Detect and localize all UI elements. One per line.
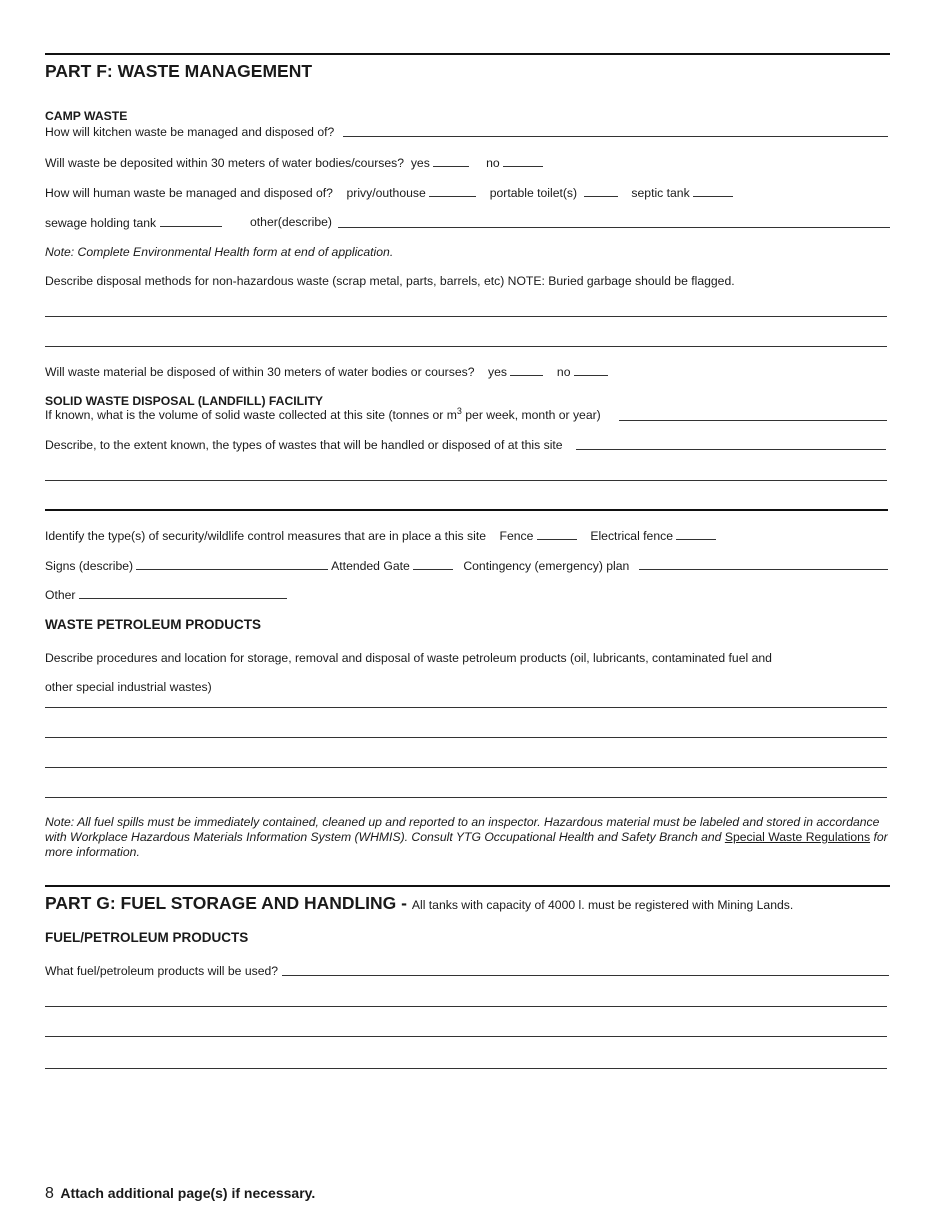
waste-types-question: Describe, to the extent known, the types of wastes that will be handled or disposed of at this site [45,438,563,452]
signs-field[interactable] [136,558,328,570]
kitchen-waste-question [45,125,334,139]
waste-types-line-2[interactable] [45,480,887,481]
fuel-products-line-2[interactable] [45,1006,887,1007]
security-measures-label: Identify the type(s) of security/wildlife control measures that are in place a this site [45,529,486,543]
material-yes-field[interactable] [510,364,543,376]
waste-petroleum-heading: WASTE PETROLEUM PRODUCTS [45,617,262,632]
fence-label: Fence [499,529,534,543]
sewage-tank-field[interactable] [160,215,222,227]
petroleum-line-4[interactable] [45,797,887,798]
security-row-2 [45,558,629,573]
volume-question [45,408,601,423]
page-footer [45,1185,315,1203]
other-security-label: Other [45,588,76,602]
attach-pages-note: Attach additional page(s) if necessary. [60,1185,316,1201]
sewage-row [45,215,222,230]
other-describe-label: other(describe) [250,215,332,229]
fuel-spill-note-end: for more information. [45,829,888,859]
fuel-products-question: What fuel/petroleum products will be used? [45,964,279,978]
non-hazardous-question: Describe disposal methods for non-hazardous waste (scrap metal, parts, barrels, etc) NOTE: Buried garbage should be flagged. [45,274,735,288]
petroleum-question-line-1: Describe procedures and location for storage, removal and disposal of waste petroleum products (oil, lubricants, contaminated fuel and [45,651,772,665]
volume-label-post: per week, month or year) [461,408,601,422]
top-rule [45,53,890,55]
petroleum-line-1[interactable] [45,707,887,708]
part-g-title: PART G: FUEL STORAGE AND HANDLING - [45,893,412,913]
part-f-title: PART F: WASTE MANAGEMENT [45,61,313,81]
part-g-tank-note: All tanks with capacity of 4000 l. must be registered with Mining Lands. [411,898,794,912]
human-waste-row [45,185,733,200]
fuel-spill-note [45,815,890,859]
electrical-fence-label: Electrical fence [590,529,673,543]
material-question-label: Will waste material be disposed of within 30 meters of water bodies or courses? [45,365,475,379]
petroleum-question-line-2: other special industrial wastes) [45,680,212,694]
environmental-health-note: Note: Complete Environmental Health form at end of application. [45,245,394,259]
kitchen-waste-label: How will kitchen waste be managed and disposed of? [45,125,335,139]
fuel-products-line-3[interactable] [45,1036,887,1037]
septic-tank-label: septic tank [631,186,690,200]
material-no-label: no [556,365,571,379]
deposit-yes-field[interactable] [433,155,469,167]
other-security-field[interactable] [79,587,287,599]
volume-field[interactable] [619,420,887,421]
security-section-rule [45,509,888,511]
deposit-no-label: no [486,156,500,170]
non-hazardous-line-2[interactable] [45,346,887,347]
attended-gate-field[interactable] [413,558,453,570]
deposit-question-label: Will waste be deposited within 30 meters of water bodies/courses? [45,156,405,170]
petroleum-line-3[interactable] [45,767,887,768]
fuel-spill-note-text: Note: All fuel spills must be immediately contained, cleaned up and reported to an inspector. Hazardous material must be labeled and stored in accordance with Workplace Hazardous Materials Information System (WHMIS). Consult YTG Occupational Health and Safety Branch and [45,815,880,844]
volume-superscript: 3 [456,406,462,416]
signs-label: Signs (describe) [45,559,134,573]
other-describe-field[interactable] [338,227,890,228]
special-waste-regulations-link[interactable]: Special Waste Regulations [724,829,871,844]
contingency-field[interactable] [639,569,888,570]
material-yes-label: yes [488,365,507,379]
material-no-field[interactable] [574,364,608,376]
part-g-rule [45,885,890,887]
part-g-title-row [45,893,793,914]
fuel-products-field[interactable] [282,975,889,976]
petroleum-line-2[interactable] [45,737,887,738]
attended-gate-label: Attended Gate [331,559,410,573]
privy-label: privy/outhouse [346,186,426,200]
page-number: 8 [45,1185,54,1202]
security-row-1 [45,528,716,543]
privy-field[interactable] [429,185,476,197]
kitchen-waste-field[interactable] [343,136,888,137]
human-waste-label: How will human waste be managed and disposed of? [45,186,333,200]
sewage-tank-label: sewage holding tank [45,216,157,230]
material-question-row [45,364,608,379]
fence-field[interactable] [537,528,577,540]
waste-types-field[interactable] [576,449,886,450]
contingency-label: Contingency (emergency) plan [463,559,630,573]
electrical-fence-field[interactable] [676,528,716,540]
fuel-products-line-4[interactable] [45,1068,887,1069]
deposit-no-field[interactable] [503,155,543,167]
portable-toilet-field[interactable] [584,185,618,197]
non-hazardous-line-1[interactable] [45,316,887,317]
portable-toilet-label: portable toilet(s) [489,186,578,200]
security-row-3 [45,587,287,602]
deposit-yes-label: yes [410,156,430,170]
fuel-products-heading: FUEL/PETROLEUM PRODUCTS [45,930,249,945]
camp-waste-heading: CAMP WASTE [45,109,128,123]
deposit-question-row [45,155,543,170]
septic-tank-field[interactable] [693,185,733,197]
volume-label-pre: If known, what is the volume of solid waste collected at this site (tonnes or m [45,408,457,422]
landfill-heading: SOLID WASTE DISPOSAL (LANDFILL) FACILITY [45,394,324,408]
